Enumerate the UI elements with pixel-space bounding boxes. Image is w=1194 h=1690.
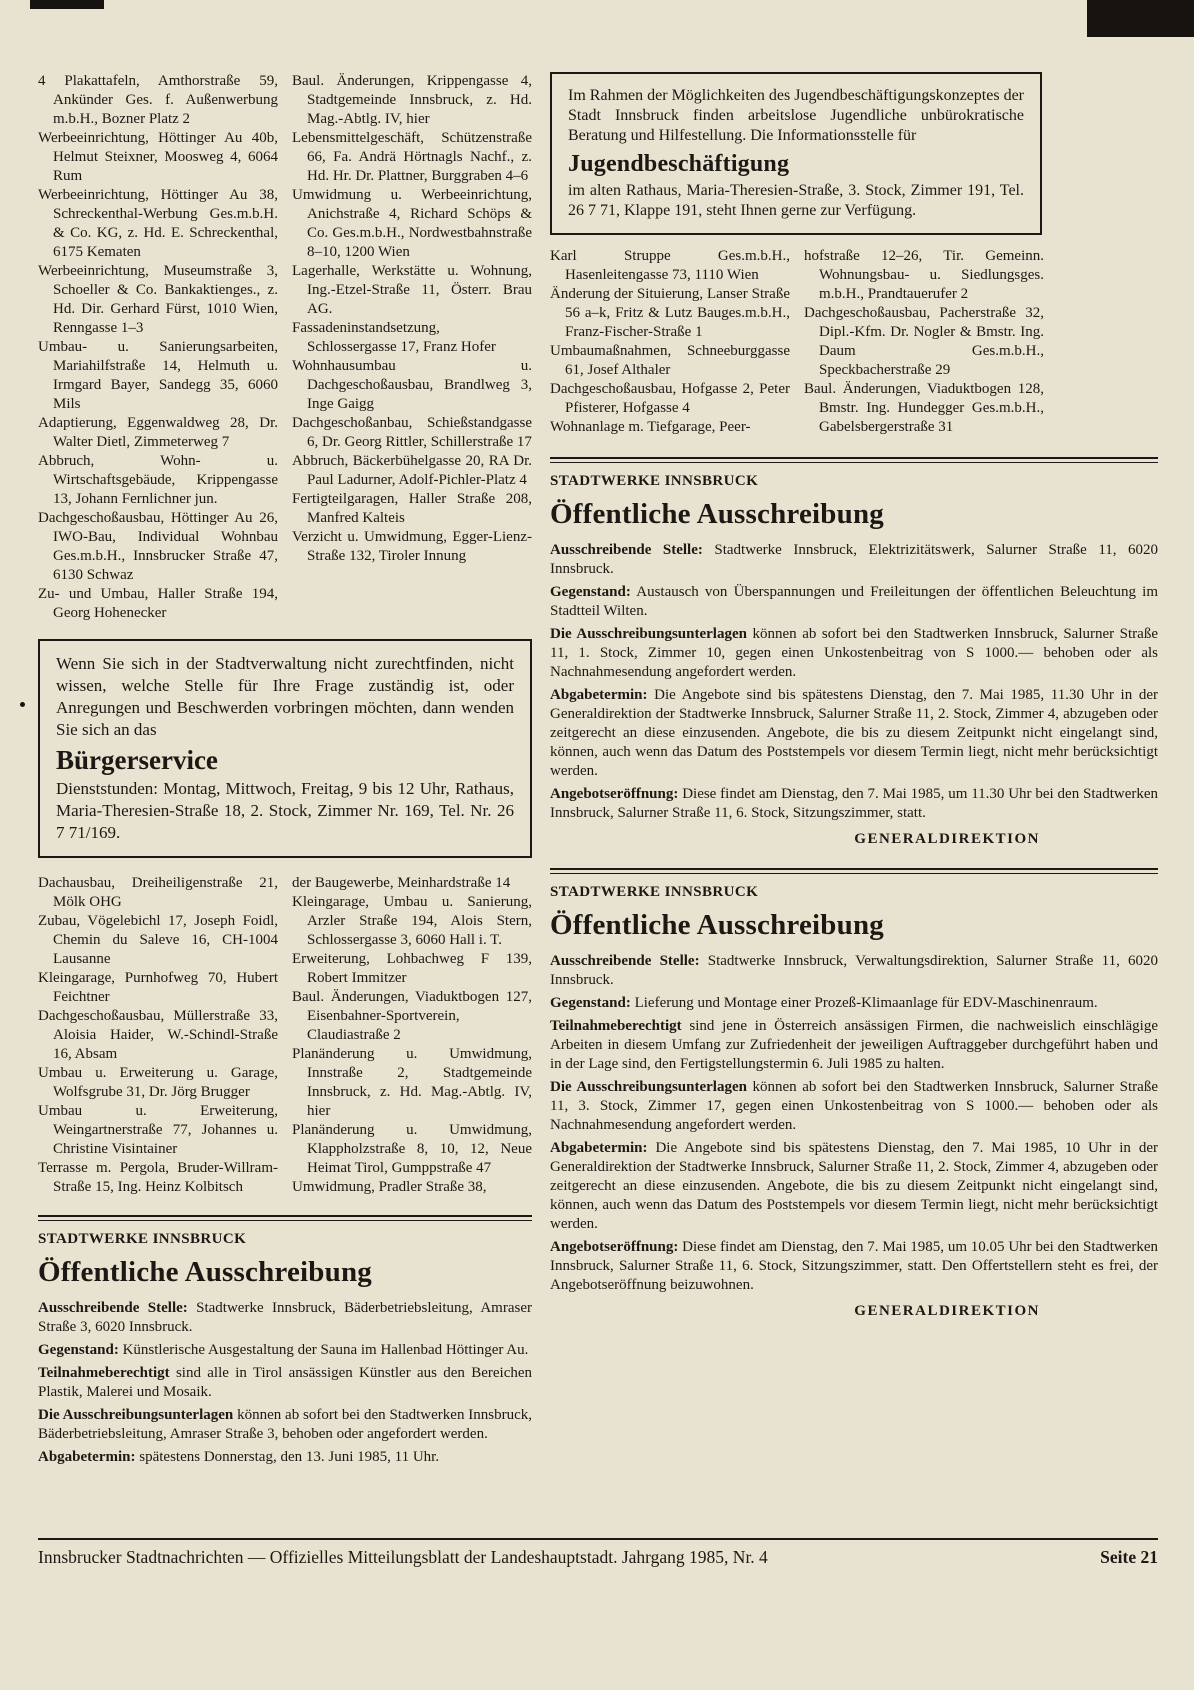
listing-entry: Umbau- u. Sanierungsarbeiten, Mariahilfstraße 14, Helmuth u. Irmgard Bayer, Sandegg 35, 6060 Mils bbox=[38, 339, 278, 412]
listing-entry: Dachgeschoßausbau, Hofgasse 2, Peter Pfisterer, Hofgasse 4 bbox=[550, 381, 790, 416]
scan-artifact-top-left bbox=[30, 0, 104, 9]
paragraph-lead: Gegenstand: bbox=[38, 1342, 119, 1358]
buergerservice-hours: Dienststunden: Montag, Mittwoch, Freitag, 9 bis 12 Uhr, Rathaus, Maria-Theresien-Straße 18, 2. Stock, Zimmer Nr. 169, Tel. Nr. 26 7 71/169. bbox=[56, 779, 514, 842]
paragraph-text: Stadtwerke Innsbruck, Elektrizitätswerk, Salurner Straße 11, 6020 Innsbruck. bbox=[550, 542, 1158, 577]
paragraph-text: sind jene in Österreich ansässigen Firmen, die nachweislich einschlägige Arbeiten in diesem Umfang zur Zufriedenheit der jeweiligen Auftraggeber durchgeführt haben und in der Lage sind, den Fertigstellungstermin 6. Juli 1985 zu halten. bbox=[550, 1018, 1158, 1072]
paragraph-text: Stadtwerke Innsbruck, Bäderbetriebsleitung, Amraser Straße 3, 6020 Innsbruck. bbox=[38, 1300, 532, 1335]
section-signature: GENERALDIREKTION bbox=[854, 831, 1040, 847]
notice-paragraph bbox=[550, 541, 1158, 579]
listing-entry: Verzicht u. Umwidmung, Egger-Lienz-Straße 132, Tiroler Innung bbox=[292, 529, 532, 564]
notice-paragraph bbox=[550, 1017, 1158, 1074]
section-title: Öffentliche Ausschreibung bbox=[550, 909, 884, 941]
listing-entry: Umbau u. Erweiterung u. Garage, Wolfsgrube 31, Dr. Jörg Brugger bbox=[38, 1065, 278, 1100]
paragraph-text: sind alle in Tirol ansässigen Künstler aus den Bereichen Plastik, Malerei und Mosaik. bbox=[38, 1365, 533, 1400]
footer-masthead: Innsbrucker Stadtnachrichten — Offizielles Mitteilungsblatt der Landeshauptstadt. Jahrgang 1985, Nr. 4 bbox=[38, 1547, 768, 1567]
listing-entry: Adaptierung, Eggenwaldweg 28, Dr. Walter Dietl, Zimmeterweg 7 bbox=[38, 415, 278, 450]
paragraph-lead: Die Ausschreibungsunterlagen bbox=[38, 1407, 234, 1423]
buergerservice-box bbox=[38, 639, 532, 858]
listing-entry: Zubau, Vögelebichl 17, Joseph Foidl, Chemin du Saleve 16, CH-1004 Lausanne bbox=[38, 913, 278, 967]
jugendbeschaeftigung-box bbox=[550, 72, 1042, 235]
section-kicker: STADTWERKE INNSBRUCK bbox=[550, 473, 759, 489]
listing-entry: Dachgeschoßausbau, Höttinger Au 26, IWO-Bau, Individual Wohnbau Ges.m.b.H., Innsbrucker Straße 47, 6130 Schwaz bbox=[38, 510, 278, 583]
paragraph-lead: Teilnahmeberechtigt bbox=[38, 1365, 170, 1381]
listing-entry: Abbruch, Bäckerbühelgasse 20, RA Dr. Paul Ladurner, Adolf-Pichler-Platz 4 bbox=[292, 453, 532, 488]
listing-entry: Änderung der Situierung, Lanser Straße 56 a–k, Fritz & Lutz Bauges.m.b.H., Franz-Fischer-Straße 1 bbox=[550, 286, 790, 340]
paragraph-lead: Gegenstand: bbox=[550, 995, 631, 1011]
listing-entry: Fassadeninstandsetzung, Schlossergasse 17, Franz Hofer bbox=[292, 320, 496, 355]
listing-entry: Wohnanlage m. Tiefgarage, Peer- bbox=[550, 419, 751, 435]
listing-entry: der Baugewerbe, Meinhardstraße 14 bbox=[292, 875, 511, 891]
listing-entry: Lagerhalle, Werkstätte u. Wohnung, Ing.-Etzel-Straße 11, Österr. Brau AG. bbox=[292, 263, 532, 317]
notice-paragraph bbox=[550, 1139, 1158, 1234]
listing-entry: Fertigteilgaragen, Haller Straße 208, Manfred Kalteis bbox=[292, 491, 532, 526]
section-kicker: STADTWERKE INNSBRUCK bbox=[550, 884, 759, 900]
paragraph-text: Die Angebote sind bis spätestens Dienstag, den 7. Mai 1985, 10 Uhr in der Generaldirektion der Stadtwerke Innsbruck, Salurner Straße 11, 2. Stock, Zimmer 4, abzugeben oder zeitgerecht an diese einzusenden. Angebote, die bis zu diesem Zeitpunkt nicht eingelangt sind, können, auch wenn das Datum des Poststempels vor diesem Termin liegt, nicht mehr berücksichtigt werden. bbox=[550, 1140, 1159, 1232]
scan-artifact-top-right bbox=[1087, 0, 1194, 37]
notice-paragraph bbox=[38, 1406, 532, 1444]
listing-entry: Umwidmung, Pradler Straße 38, bbox=[292, 1179, 487, 1195]
paragraph-lead: Abgabetermin: bbox=[550, 687, 648, 703]
paragraph-lead: Abgabetermin: bbox=[38, 1449, 136, 1465]
permit-listing-top bbox=[38, 72, 532, 623]
listing-entry: Werbeeinrichtung, Höttinger Au 38, Schreckenthal-Werbung Ges.m.b.H. & Co. KG, z. Hd. E. Schreckenthal, 6175 Kematen bbox=[38, 187, 278, 260]
section-title: Öffentliche Ausschreibung bbox=[38, 1256, 372, 1288]
listing-entry: Kleingarage, Umbau u. Sanierung, Arzler Straße 194, Alois Stern, Schlossergasse 3, 6060 Hall i. T. bbox=[292, 894, 532, 948]
listing-entry: Umwidmung u. Werbeeinrichtung, Anichstraße 4, Richard Schöps & Co. Ges.m.b.H., Nordwestbahnstraße 8–10, 1200 Wien bbox=[292, 187, 532, 260]
section-divider-rule bbox=[550, 868, 1158, 874]
notice-paragraph bbox=[550, 952, 1158, 990]
paragraph-text: können ab sofort bei den Stadtwerken Innsbruck, Salurner Straße 11, 1. Stock, Zimmer 10, gegen einen Unkostenbeitrag von S 1000.— behoben oder als Nachnahmesendung angefordert werden. bbox=[550, 626, 1158, 680]
paragraph-lead: Abgabetermin: bbox=[550, 1140, 648, 1156]
permit-listing-bottom bbox=[38, 874, 532, 1197]
paragraph-text: können ab sofort bei den Stadtwerken Innsbruck, Salurner Straße 11, 3. Stock, Zimmer 17, gegen einen Unkostenbeitrag von S 1000.— behoben oder als Nachnahmesendung angefordert werden. bbox=[550, 1079, 1158, 1133]
listing-entry: Baul. Änderungen, Viaduktbogen 127, Eisenbahner-Sportverein, Claudiastraße 2 bbox=[292, 989, 532, 1043]
scan-artifact-dot bbox=[20, 702, 25, 707]
section-paragraphs bbox=[38, 1299, 532, 1467]
paragraph-text: können ab sofort bei den Stadtwerken Innsbruck, Bäderbetriebsleitung, Amraser Straße 3, behoben oder angefordert werden. bbox=[38, 1407, 533, 1442]
paragraph-lead: Teilnahmeberechtigt bbox=[550, 1018, 682, 1034]
notice-paragraph bbox=[550, 583, 1158, 621]
listing-entry: Planänderung u. Umwidmung, Innstraße 2, Stadtgemeinde Innsbruck, z. Hd. Mag.-Abtlg. IV, hier bbox=[292, 1046, 532, 1119]
listing-entry: Zu- und Umbau, Haller Straße 194, Georg Hohenecker bbox=[38, 586, 278, 621]
paragraph-text: spätestens Donnerstag, den 13. Juni 1985, 11 Uhr. bbox=[139, 1449, 440, 1465]
listing-entry: Werbeeinrichtung, Museumstraße 3, Schoeller & Co. Bankaktienges., z. Hd. Dir. Gerhard Fürst, 1010 Wien, Renngasse 1–3 bbox=[38, 263, 278, 336]
listing-entry: Planänderung u. Umwidmung, Klappholzstraße 8, 10, 12, Neue Heimat Tirol, Gumppstraße 47 bbox=[292, 1122, 532, 1176]
paragraph-lead: Die Ausschreibungsunterlagen bbox=[550, 626, 747, 642]
notice-paragraph bbox=[38, 1448, 532, 1467]
notice-paragraph bbox=[38, 1341, 532, 1360]
listing-entry: Baul. Änderungen, Krippengasse 4, Stadtgemeinde Innsbruck, z. Hd. Mag.-Abtlg. IV, hier bbox=[292, 73, 532, 127]
section-paragraphs bbox=[550, 541, 1158, 823]
paragraph-text: Diese findet am Dienstag, den 7. Mai 1985, um 10.05 Uhr bei den Stadtwerken Innsbruck, Salurner Straße 11, 6. Stock, Sitzungszimmer, statt. Den Offertstellern steht es frei, der Angebotseröffnung beizuwohnen. bbox=[550, 1239, 1159, 1293]
listing-column-4 bbox=[292, 874, 532, 1197]
ausschreibung-verwaltung-section bbox=[550, 868, 1158, 1320]
paragraph-lead: Gegenstand: bbox=[550, 584, 631, 600]
notice-paragraph bbox=[550, 785, 1158, 823]
paragraph-lead: Angebotseröffnung: bbox=[550, 1239, 679, 1255]
listing-entry: Erweiterung, Lohbachweg F 139, Robert Immitzer bbox=[292, 951, 532, 986]
paragraph-text: Diese findet am Dienstag, den 7. Mai 1985, um 11.30 Uhr bei den Stadtwerken Innsbruck, Salurner Straße 11, 6. Stock, Sitzungszimmer, statt. bbox=[550, 786, 1159, 821]
notice-paragraph bbox=[550, 1238, 1158, 1295]
right-region bbox=[550, 72, 1158, 1471]
section-signature: GENERALDIREKTION bbox=[854, 1303, 1040, 1319]
paragraph-text: Die Angebote sind bis spätestens Dienstag, den 7. Mai 1985, 11.30 Uhr in der Generaldirektion der Stadtwerke Innsbruck, Salurner Straße 11, 2. Stock, Zimmer 4, abzugeben oder zeitgerecht an diese einzusenden. Angebote, die bis zu diesem Zeitpunkt nicht eingelangt sind, können, auch wenn das Datum des Poststempels vor diesem Termin liegt, nicht mehr berücksichtigt werden. bbox=[550, 687, 1159, 779]
paragraph-text: Stadtwerke Innsbruck, Verwaltungsdirektion, Salurner Straße 11, 6020 Innsbruck. bbox=[550, 953, 1159, 988]
listing-column-5 bbox=[550, 247, 790, 437]
listing-entry: Dachgeschoßanbau, Schießstandgasse 6, Dr. Georg Rittler, Schillerstraße 17 bbox=[292, 415, 532, 450]
listing-column-3 bbox=[38, 874, 278, 1197]
jugend-outro: im alten Rathaus, Maria-Theresien-Straße, 3. Stock, Zimmer 191, Tel. 26 7 71, Klappe 191, steht Ihnen gerne zur Verfügung. bbox=[568, 182, 1024, 219]
listing-entry: hofstraße 12–26, Tir. Gemeinn. Wohnungsbau- u. Siedlungsges. m.b.H., Prandtauerufer 2 bbox=[804, 248, 1044, 302]
jugend-title: Jugendbeschäftigung bbox=[568, 151, 790, 177]
permit-listing-right bbox=[550, 247, 1044, 437]
paragraph-text: Lieferung und Montage einer Prozeß-Klimaanlage für EDV-Maschinenraum. bbox=[634, 995, 1098, 1011]
listing-entry: Terrasse m. Pergola, Bruder-Willram-Straße 15, Ing. Heinz Kolbitsch bbox=[38, 1160, 278, 1195]
paragraph-lead: Die Ausschreibungsunterlagen bbox=[550, 1079, 747, 1095]
listing-entry: Dachausbau, Dreiheiligenstraße 21, Mölk OHG bbox=[38, 875, 278, 910]
listing-entry: Umbau u. Erweiterung, Weingartnerstraße 77, Johannes u. Christine Visintainer bbox=[38, 1103, 278, 1157]
jugend-intro: Im Rahmen der Möglichkeiten des Jugendbeschäftigungskonzeptes der Stadt Innsbruck finden arbeitslose Jugendliche unbürokratische Beratung und Hilfestellung. Die Informationsstelle für bbox=[568, 87, 1024, 144]
paragraph-lead: Ausschreibende Stelle: bbox=[38, 1300, 188, 1316]
listing-entry: 4 Plakattafeln, Amthorstraße 59, Ankünder Ges. f. Außenwerbung m.b.H., Bozner Platz 2 bbox=[38, 73, 278, 127]
listing-entry: Abbruch, Wohn- u. Wirtschaftsgebäude, Krippengasse 13, Johann Fernlichner jun. bbox=[38, 453, 278, 507]
notice-paragraph bbox=[550, 1078, 1158, 1135]
paragraph-lead: Ausschreibende Stelle: bbox=[550, 542, 703, 558]
section-kicker: STADTWERKE INNSBRUCK bbox=[38, 1231, 247, 1247]
notice-paragraph bbox=[550, 994, 1158, 1013]
listing-column-6 bbox=[804, 247, 1044, 437]
listing-entry: Kleingarage, Purnhofweg 70, Hubert Feichtner bbox=[38, 970, 278, 1005]
section-title: Öffentliche Ausschreibung bbox=[550, 498, 884, 530]
listing-entry: Dachgeschoßausbau, Pacherstraße 32, Dipl.-Kfm. Dr. Nogler & Bmstr. Ing. Daum Ges.m.b.H., Speckbacherstraße 29 bbox=[804, 305, 1044, 378]
section-paragraphs bbox=[550, 952, 1158, 1295]
listing-column-2 bbox=[292, 72, 532, 623]
notice-paragraph bbox=[550, 625, 1158, 682]
listing-entry: Umbaumaßnahmen, Schneeburggasse 61, Josef Althaler bbox=[550, 343, 790, 378]
left-region bbox=[38, 72, 532, 1471]
page-footer bbox=[38, 1538, 1158, 1568]
paragraph-text: Künstlerische Ausgestaltung der Sauna im Hallenbad Höttinger Au. bbox=[122, 1342, 529, 1358]
notice-paragraph bbox=[38, 1299, 532, 1337]
listing-entry: Karl Struppe Ges.m.b.H., Hasenleitengasse 73, 1110 Wien bbox=[550, 248, 790, 283]
listing-entry: Dachgeschoßausbau, Müllerstraße 33, Aloisia Haider, W.-Schindl-Straße 16, Absam bbox=[38, 1008, 278, 1062]
paragraph-lead: Ausschreibende Stelle: bbox=[550, 953, 700, 969]
ausschreibung-elektrizitaetswerk-section bbox=[550, 457, 1158, 848]
paragraph-text: Austausch von Überspannungen und Freileitungen der öffentlichen Beleuchtung im Stadtteil Wilten. bbox=[550, 584, 1158, 619]
listing-entry: Werbeeinrichtung, Höttinger Au 40b, Helmut Steixner, Moosweg 4, 6064 Rum bbox=[38, 130, 278, 184]
section-divider-rule bbox=[38, 1215, 532, 1221]
notice-paragraph bbox=[38, 1364, 532, 1402]
buergerservice-title: Bürgerservice bbox=[56, 745, 218, 775]
buergerservice-intro: Wenn Sie sich in der Stadtverwaltung nicht zurechtfinden, nicht wissen, welche Stelle für Ihre Frage zuständig ist, oder Anregungen und Beschwerden vorbringen möchten, dann wenden Sie sich an das bbox=[56, 654, 514, 739]
listing-entry: Baul. Änderungen, Viaduktbogen 128, Bmstr. Ing. Hundegger Ges.m.b.H., Gabelsbergerstraße 31 bbox=[804, 381, 1044, 435]
paragraph-lead: Angebotseröffnung: bbox=[550, 786, 679, 802]
section-divider-rule bbox=[550, 457, 1158, 463]
listing-column-1 bbox=[38, 72, 278, 623]
footer-page-number: Seite 21 bbox=[1100, 1547, 1158, 1567]
listing-entry: Lebensmittelgeschäft, Schützenstraße 66, Fa. Andrä Hörtnagls Nachf., z. Hd. Hr. Dr. Plattner, Burggraben 4–6 bbox=[292, 130, 532, 184]
notice-paragraph bbox=[550, 686, 1158, 781]
listing-entry: Wohnhausumbau u. Dachgeschoßausbau, Brandlweg 3, Inge Gaigg bbox=[292, 358, 532, 412]
ausschreibung-baeder-section bbox=[38, 1215, 532, 1467]
